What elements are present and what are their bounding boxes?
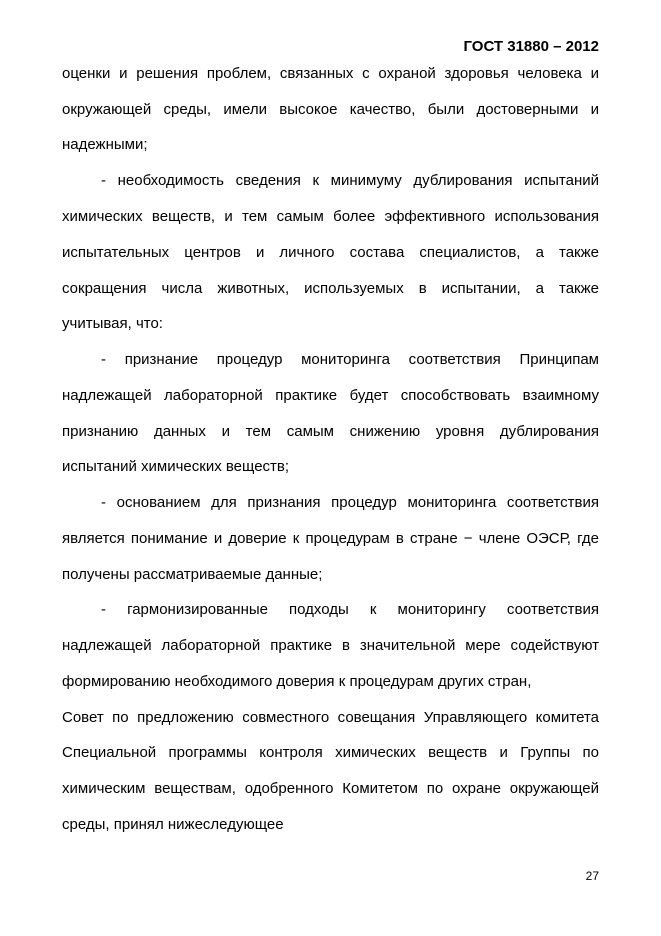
text-line: - признание процедур мониторинга соответствия Принципам xyxy=(101,351,599,368)
standard-number-header: ГОСТ 31880 – 2012 xyxy=(463,38,599,55)
text-line: признанию данных и тем самым снижению уровня дублирования xyxy=(62,423,599,440)
text-line: получены рассматриваемые данные; xyxy=(62,566,323,583)
text-line: Совет по предложению совместного совещания Управляющего комитета xyxy=(62,709,599,726)
text-line: надежными; xyxy=(62,136,148,153)
text-line: испытаний химических веществ; xyxy=(62,458,290,475)
text-line: надлежащей лабораторной практике в значительной мере содействуют xyxy=(62,637,599,654)
text-line: оценки и решения проблем, связанных с охраной здоровья человека и xyxy=(62,65,599,82)
text-line: сокращения числа животных, используемых в испытании, а также xyxy=(62,280,599,297)
text-line: испытательных центров и личного состава специалистов, а также xyxy=(62,244,599,261)
text-line: учитывая, что: xyxy=(62,315,163,332)
page-number: 27 xyxy=(585,869,599,883)
text-line: надлежащей лабораторной практике будет способствовать взаимному xyxy=(62,387,599,404)
text-line: - необходимость сведения к минимуму дублирования испытаний xyxy=(101,172,599,189)
text-line: - основанием для признания процедур мониторинга соответствия xyxy=(101,494,599,511)
text-line: формированию необходимого доверия к процедурам других стран, xyxy=(62,673,532,690)
text-line: является понимание и доверие к процедурам в стране − члене ОЭСР, где xyxy=(62,530,599,547)
text-line: Специальной программы контроля химических веществ и Группы по xyxy=(62,744,599,761)
text-line: химических веществ, и тем самым более эффективного использования xyxy=(62,208,599,225)
text-line: окружающей среды, имели высокое качество, были достоверными и xyxy=(62,101,599,118)
text-line: - гармонизированные подходы к мониторингу соответствия xyxy=(101,601,599,618)
text-line: среды, принял нижеследующее xyxy=(62,816,284,833)
text-line: химическим веществам, одобренного Комитетом по охране окружающей xyxy=(62,780,599,797)
